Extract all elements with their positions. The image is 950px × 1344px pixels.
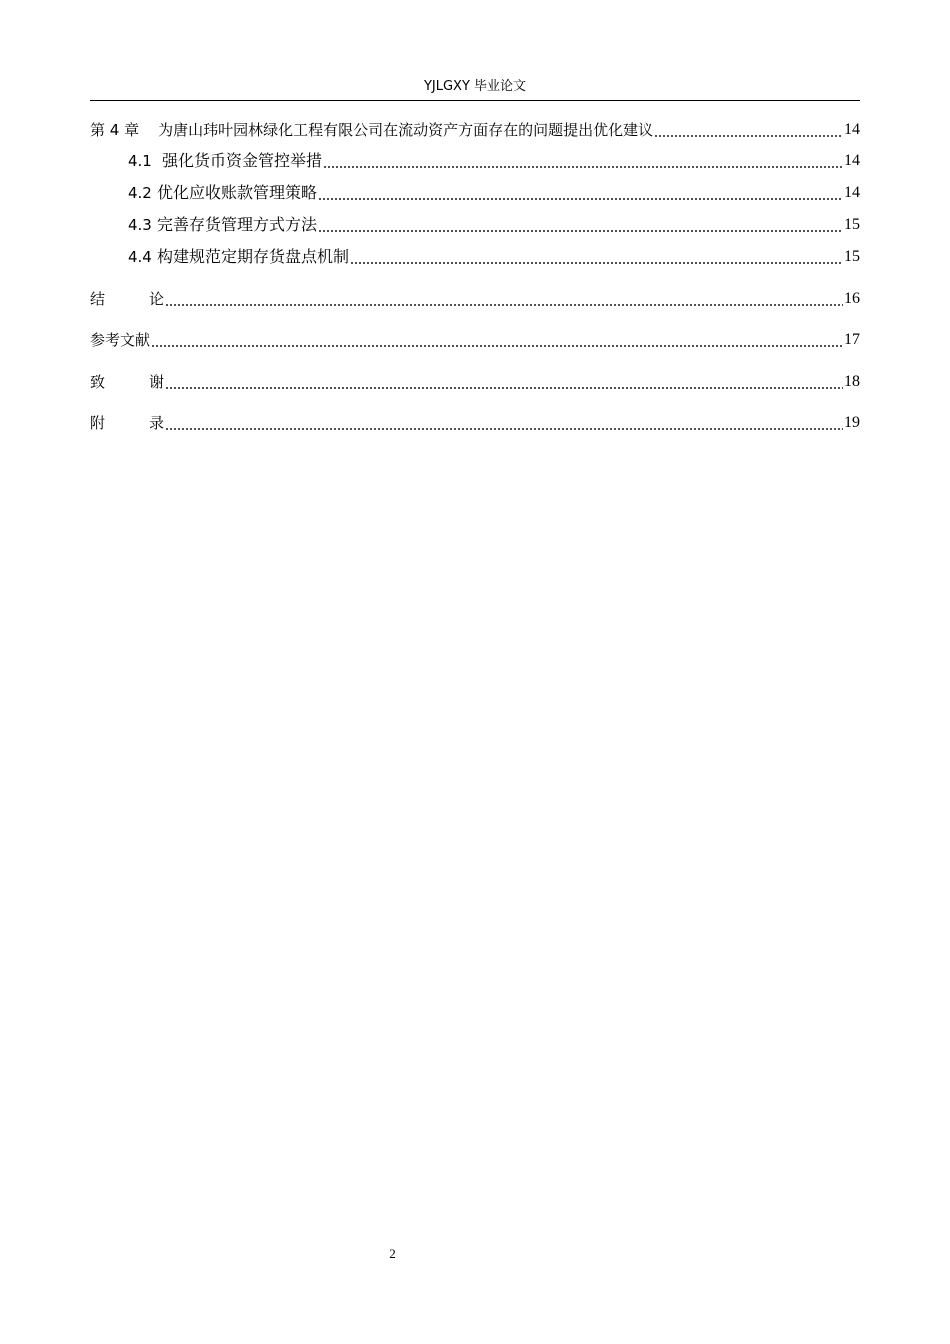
toc-entry-section-4-2[interactable] — [128, 182, 860, 204]
toc-title-char: 录 — [149, 414, 165, 432]
toc-entry-appendix[interactable] — [90, 412, 860, 434]
footer-page-number: 2 — [389, 1246, 396, 1261]
toc-dot-leader — [151, 329, 843, 351]
toc-chapter-title: 为唐山玮叶园林绿化工程有限公司在流动资产方面存在的问题提出优化建议 — [158, 121, 654, 139]
toc-chapter-number: 第 4 章 — [90, 121, 140, 139]
running-header-title: YJLGXY 毕业论文 — [423, 79, 527, 94]
toc-entry-chapter-4[interactable] — [90, 119, 860, 141]
toc-section-title: 构建规范定期存货盘点机制 — [156, 247, 349, 266]
toc-section-title: 强化货币资金管控举措 — [162, 151, 323, 170]
table-of-contents — [90, 0, 860, 440]
toc-entry-label — [128, 182, 317, 204]
toc-entry-label — [128, 150, 322, 172]
toc-entry-label — [90, 119, 653, 141]
toc-entry-label — [90, 371, 164, 393]
toc-page-number: 18 — [844, 373, 860, 390]
toc-dot-leader — [323, 150, 843, 172]
toc-entry-references[interactable] — [90, 329, 860, 351]
toc-page-number: 14 — [844, 152, 860, 169]
toc-section-number: 4.2 — [128, 184, 152, 202]
toc-page-number: 17 — [844, 331, 860, 348]
toc-title-char: 结 — [90, 290, 106, 308]
toc-title-char: 附 — [90, 414, 106, 432]
toc-dot-leader — [318, 182, 843, 204]
toc-title-char: 论 — [149, 290, 165, 308]
toc-entry-section-4-4[interactable] — [128, 246, 860, 268]
toc-dot-leader — [165, 288, 843, 310]
toc-dot-leader — [350, 246, 843, 268]
toc-title-char: 谢 — [149, 373, 165, 391]
toc-entry-section-4-3[interactable] — [128, 214, 860, 236]
toc-page-number: 19 — [844, 414, 860, 431]
toc-title-char: 致 — [90, 373, 106, 391]
toc-page-number: 14 — [844, 121, 860, 138]
toc-section-number: 4.4 — [128, 248, 152, 266]
toc-section-number: 4.1 — [128, 152, 152, 170]
toc-dot-leader — [165, 371, 843, 393]
toc-dot-leader — [165, 412, 843, 434]
toc-page-number: 14 — [844, 184, 860, 201]
toc-section-title: 优化应收账款管理策略 — [156, 183, 317, 202]
toc-entry-label — [90, 288, 164, 310]
toc-entry-label: 参考文献 — [90, 331, 151, 349]
toc-section-number: 4.3 — [128, 216, 152, 234]
toc-entry-label — [90, 412, 164, 434]
toc-dot-leader — [654, 119, 843, 141]
toc-entry-conclusion[interactable] — [90, 288, 860, 310]
toc-entry-section-4-1[interactable] — [128, 150, 860, 172]
toc-entry-label — [128, 214, 317, 236]
toc-page-number: 15 — [844, 216, 860, 233]
toc-dot-leader — [318, 214, 843, 236]
toc-page-number: 15 — [844, 248, 860, 265]
toc-page-number: 16 — [844, 290, 860, 307]
toc-section-title: 完善存货管理方式方法 — [156, 215, 317, 234]
toc-entry-label — [128, 246, 349, 268]
toc-entry-acknowledgements[interactable] — [90, 371, 860, 393]
